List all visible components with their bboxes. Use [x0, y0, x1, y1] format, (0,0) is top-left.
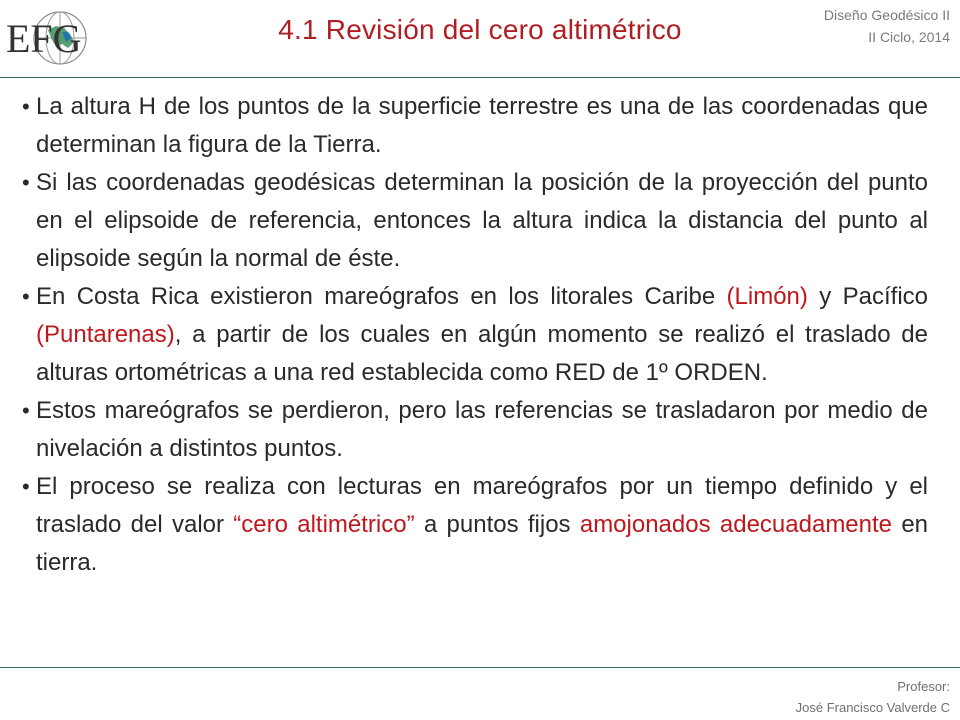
- footer-divider: [0, 667, 960, 668]
- highlight-amojonados: amojonados adecuadamente: [579, 511, 893, 538]
- bullet-text: En Costa Rica existieron mareógrafos en los litorales Caribe: [36, 283, 727, 310]
- bullet-item: [22, 164, 928, 278]
- highlight-limon: (Limón): [726, 283, 808, 310]
- header-divider: [0, 77, 960, 78]
- professor-name: José Francisco Valverde C: [795, 700, 950, 715]
- bullet-icon: •: [22, 94, 30, 119]
- bullet-item: [22, 468, 928, 582]
- bullet-text: , a partir de los cuales en algún momento se realizó el traslado de alturas ortométricas a una red establecida como RED de 1º ORDEN.: [36, 321, 928, 386]
- course-info: [824, 4, 950, 48]
- bullet-text: a puntos fijos: [414, 511, 580, 538]
- course-term: II Ciclo, 2014: [868, 29, 950, 45]
- svg-text:EFG: EFG: [6, 16, 82, 61]
- bullet-text: Si las coordenadas geodésicas determinan la posición de la proyección del punto en el elipsoide de referencia, entonces la altura indica la distancia del punto al elipsoide según la normal de éste.: [36, 169, 928, 272]
- professor-info: [796, 676, 950, 718]
- bullet-item: [22, 392, 928, 468]
- bullet-icon: •: [22, 284, 30, 309]
- professor-label: Profesor:: [897, 679, 950, 694]
- highlight-puntarenas: (Puntarenas): [36, 321, 175, 348]
- bullet-icon: •: [22, 398, 30, 423]
- bullet-text: Estos mareógrafos se perdieron, pero las referencias se trasladaron por medio de nivelación a distintos puntos.: [36, 397, 928, 462]
- bullet-icon: •: [22, 170, 30, 195]
- bullet-text: y Pacífico: [807, 283, 928, 310]
- bullet-item: [22, 88, 928, 164]
- bullet-text: La altura H de los puntos de la superficie terrestre es una de las coordenadas que determinan la figura de la Tierra.: [36, 93, 928, 158]
- bullet-text: El proceso se realiza con lecturas en mareógrafos por un tiempo definido y el traslado del valor: [36, 473, 928, 538]
- slide-title: 4.1 Revisión del cero altimétrico: [278, 14, 682, 45]
- course-name: Diseño Geodésico II: [823, 7, 950, 23]
- bullet-text: en tierra.: [36, 511, 929, 576]
- slide-body: [22, 88, 928, 582]
- bullet-item: [22, 278, 928, 392]
- highlight-cero-altimetrico: “cero altimétrico”: [233, 511, 415, 538]
- bullet-icon: •: [22, 474, 30, 499]
